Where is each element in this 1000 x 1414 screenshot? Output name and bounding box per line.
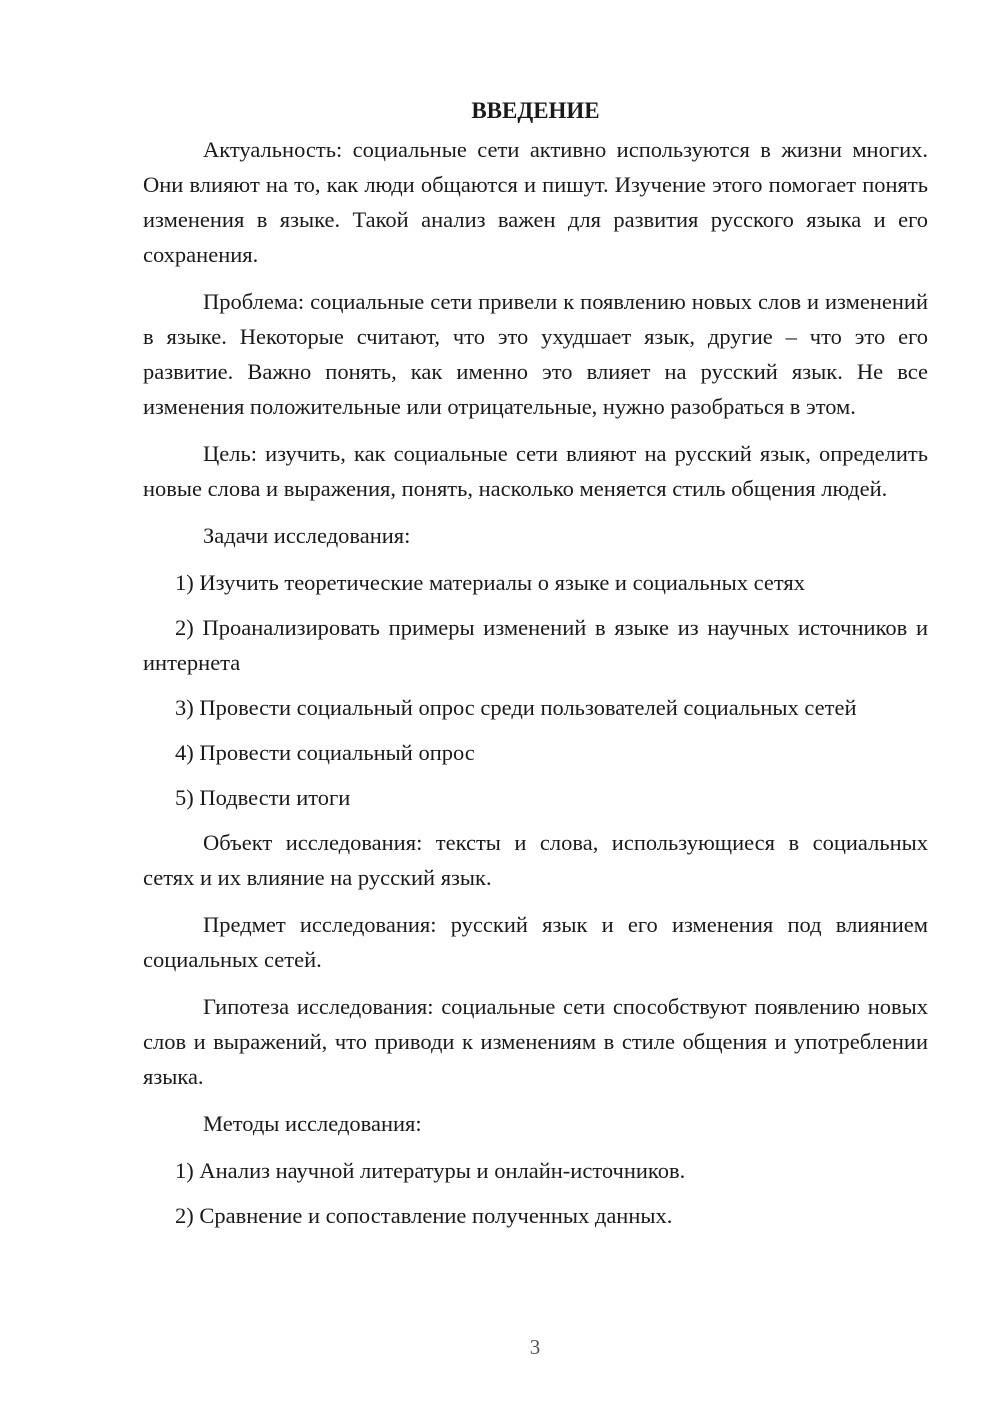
page-number: 3	[529, 1335, 541, 1359]
problem-paragraph: Проблема: социальные сети привели к появлению новых слов и изменений в языке. Некоторые считают, что это ухудшает язык, другие – что это его развитие. Важно понять, как именно это влияет на русский язык. Не все изменения положительные или отрицательные, нужно разобраться в этом.	[143, 289, 928, 419]
relevance-paragraph: Актуальность: социальные сети активно используются в жизни многих. Они влияют на то, как люди общаются и пишут. Изучение этого помогает понять изменения в языке. Такой анализ важен для развития русского языка и его сохранения.	[143, 137, 928, 267]
method-item-1: 1) Анализ научной литературы и онлайн-источников.	[175, 1158, 686, 1183]
task-item-2: 2) Проанализировать примеры изменений в языке из научных источников и интернета	[143, 615, 928, 675]
tasks-heading: Задачи исследования:	[203, 523, 411, 548]
section-title: ВВЕДЕНИЕ	[471, 98, 600, 123]
subject-paragraph: Предмет исследования: русский язык и его изменения под влиянием социальных сетей.	[143, 912, 928, 972]
methods-heading: Методы исследования:	[203, 1111, 422, 1136]
task-item-4: 4) Провести социальный опрос	[175, 740, 475, 765]
task-item-5: 5) Подвести итоги	[175, 785, 351, 810]
task-item-3: 3) Провести социальный опрос среди пользователей социальных сетей	[175, 695, 857, 720]
hypothesis-paragraph: Гипотеза исследования: социальные сети способствуют появлению новых слов и выражений, что приводи к изменениям в стиле общения и употреблении языка.	[143, 994, 928, 1089]
object-paragraph: Объект исследования: тексты и слова, использующиеся в социальных сетях и их влияние на русский язык.	[143, 830, 928, 890]
task-item-1: 1) Изучить теоретические материалы о языке и социальных сетях	[175, 570, 806, 595]
page-content	[143, 96, 928, 1243]
goal-paragraph: Цель: изучить, как социальные сети влияют на русский язык, определить новые слова и выражения, понять, насколько меняется стиль общения людей.	[143, 441, 928, 501]
method-item-2: 2) Сравнение и сопоставление полученных данных.	[175, 1203, 673, 1228]
